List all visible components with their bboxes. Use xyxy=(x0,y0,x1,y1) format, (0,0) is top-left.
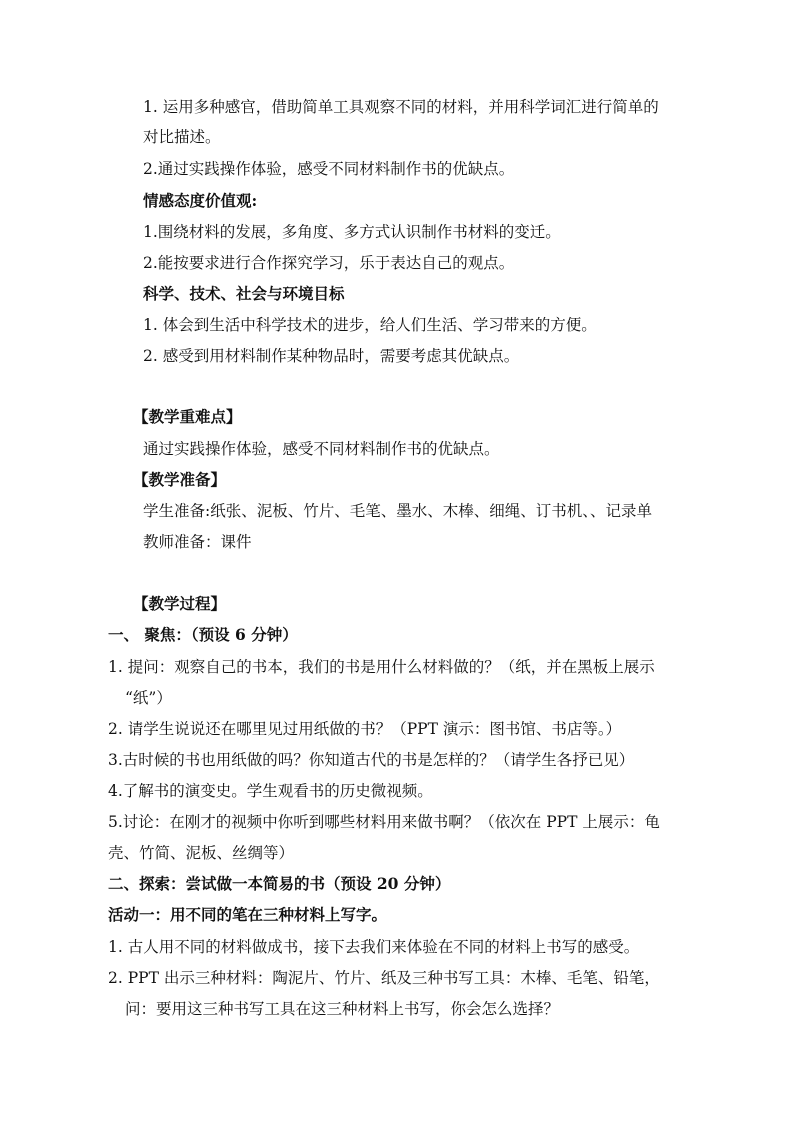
student-preparation: 学生准备:纸张、泥板、竹片、毛笔、墨水、木棒、细绳、订书机、、记录单 xyxy=(143,502,652,520)
focus-item-5-continuation: 壳、竹简、泥板、丝绸等） xyxy=(108,844,295,862)
objective-sts-2: 2. 感受到用材料制作某种物品时，需要考虑其优缺点。 xyxy=(143,347,520,365)
activity-1-heading: 活动一：用不同的笔在三种材料上写字。 xyxy=(108,905,388,924)
objective-skill-1-continuation: 对比描述。 xyxy=(143,128,221,146)
key-points-heading: 【教学重难点】 xyxy=(133,407,242,426)
focus-item-3: 3.古时候的书也用纸做的吗？你知道古代的书是怎样的？（请学生各抒已见） xyxy=(108,751,635,769)
teacher-preparation: 教师准备：课件 xyxy=(143,533,252,551)
preparation-heading: 【教学准备】 xyxy=(133,470,227,489)
sts-heading: 科学、技术、社会与环境目标 xyxy=(143,284,345,303)
emotion-heading: 情感态度价值观: xyxy=(143,191,258,210)
process-heading: 【教学过程】 xyxy=(133,594,227,613)
objective-emotion-2: 2.能按要求进行合作探究学习，乐于表达自己的观点。 xyxy=(143,254,515,272)
objective-emotion-1: 1.围绕材料的发展，多角度、多方式认识制作书材料的变迁。 xyxy=(143,223,561,241)
explore-item-2-continuation: 问：要用这三种书写工具在这三种材料上书写，你会怎么选择？ xyxy=(125,1000,560,1018)
explore-item-2: 2. PPT 出示三种材料：陶泥片、竹片、纸及三种书写工具：木棒、毛笔、铅笔， xyxy=(108,969,660,987)
objective-skill-2: 2.通过实践操作体验，感受不同材料制作书的优缺点。 xyxy=(143,160,515,178)
key-points-text: 通过实践操作体验，感受不同材料制作书的优缺点。 xyxy=(143,440,500,458)
focus-item-4: 4.了解书的演变史。学生观看书的历史微视频。 xyxy=(108,782,433,800)
focus-item-1: 1. 提问：观察自己的书本，我们的书是用什么材料做的？（纸，并在黑板上展示 xyxy=(108,658,655,676)
focus-item-1-continuation: “纸”） xyxy=(125,689,172,707)
focus-item-2: 2. 请学生说说还在哪里见过用纸做的书？（PPT 演示：图书馆、书店等。） xyxy=(108,720,622,738)
explore-item-1: 1. 古人用不同的材料做成书，接下去我们来体验在不同的材料上书写的感受。 xyxy=(108,938,640,956)
objective-sts-1: 1. 体会到生活中科学技术的进步，给人们生活、学习带来的方便。 xyxy=(143,316,597,334)
focus-item-5: 5.讨论：在刚才的视频中你听到哪些材料用来做书啊？（依次在 PPT 上展示：龟 xyxy=(108,813,660,831)
section-focus-heading: 一、 聚焦：（预设 6 分钟） xyxy=(108,625,298,644)
objective-skill-1: 1. 运用多种感官，借助简单工具观察不同的材料，并用科学词汇进行简单的 xyxy=(143,98,659,116)
section-explore-heading: 二、探索：尝试做一本简易的书（预设 20 分钟） xyxy=(108,874,451,893)
